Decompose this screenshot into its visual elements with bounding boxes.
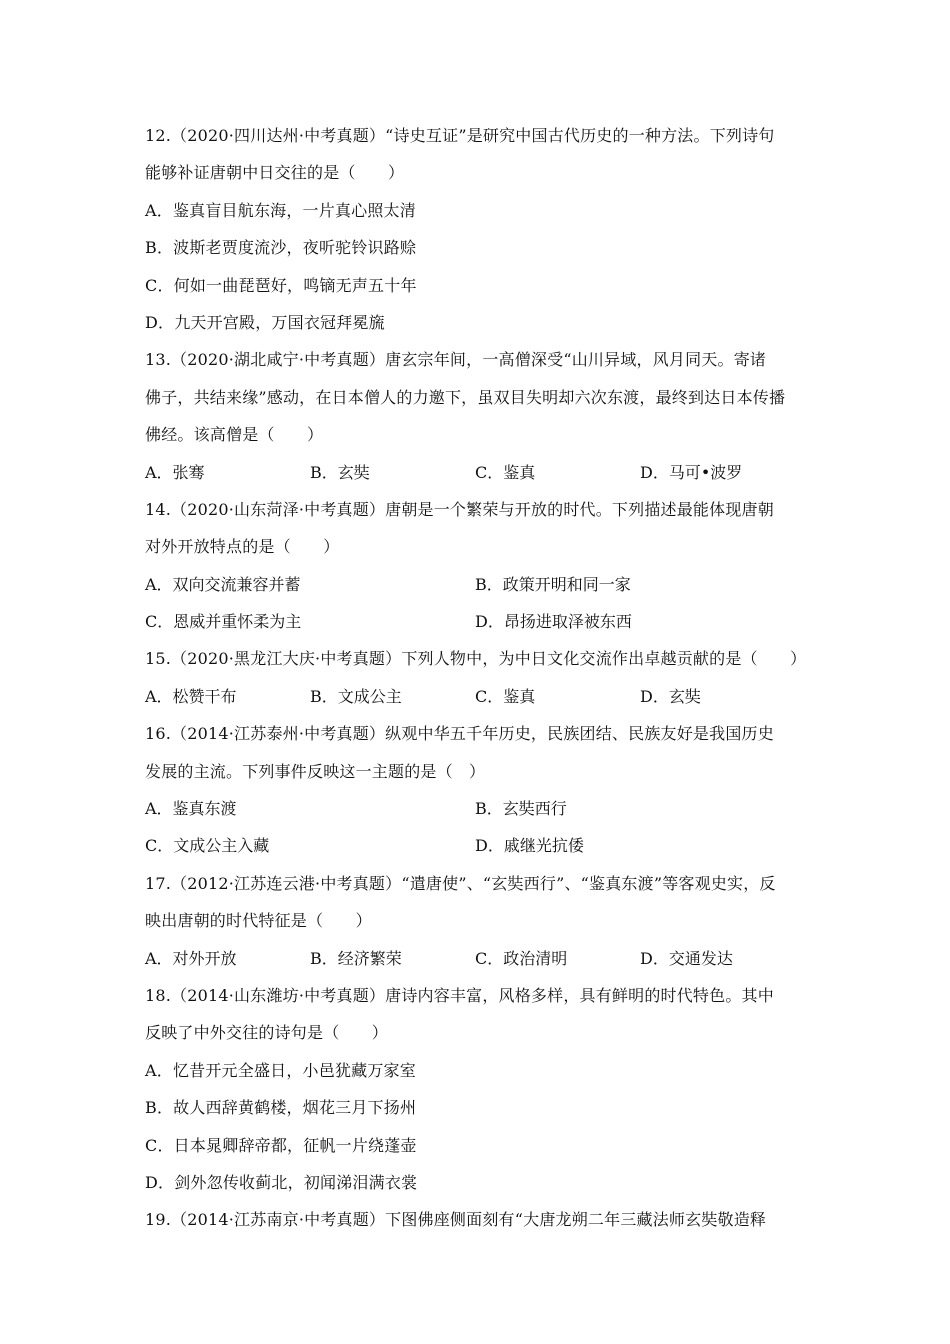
option-a: A．对外开放	[145, 948, 237, 968]
option-a: A．忆昔开元全盛日，小邑犹藏万家室	[145, 1060, 416, 1080]
option-c: C．恩威并重怀柔为主	[145, 612, 302, 632]
option-c: C．政治清明	[475, 948, 568, 968]
options-row	[145, 566, 810, 603]
option-d: D．交通发达	[640, 948, 733, 968]
options-row	[145, 827, 810, 864]
question-stem: 18.（2014·山东潍坊·中考真题）唐诗内容丰富，风格多样，具有鲜明的时代特色。其中	[145, 985, 774, 1005]
option-a: A．鉴真东渡	[145, 799, 237, 819]
option-b: B．文成公主	[310, 686, 402, 706]
option-b: B．故人西辞黄鹤楼，烟花三月下扬州	[145, 1098, 417, 1118]
option-b: B．经济繁荣	[310, 948, 402, 968]
question-stem: 能够补证唐朝中日交往的是（ ）	[145, 163, 405, 183]
options-row	[145, 940, 810, 977]
option-c: C．鉴真	[475, 686, 536, 706]
option-b: B．政策开明和同一家	[475, 574, 631, 594]
question-stem: 对外开放特点的是（ ）	[145, 537, 340, 557]
option-a: A．鉴真盲目航东海，一片真心照太清	[145, 200, 416, 220]
option-d: D．玄奘	[640, 686, 701, 706]
option-c: C．何如一曲琵琶好，鸣镝无声五十年	[145, 275, 417, 295]
option-b: B．波斯老贾度流沙，夜听驼铃识路赊	[145, 238, 417, 258]
question-15	[145, 640, 810, 715]
question-17	[145, 865, 810, 977]
question-stem: 发展的主流。下列事件反映这一主题的是（ ）	[145, 761, 486, 781]
option-c: C．日本晁卿辞帝都，征帆一片绕蓬壶	[145, 1135, 417, 1155]
option-a: A．张骞	[145, 462, 205, 482]
question-18	[145, 977, 810, 1201]
option-c: C．鉴真	[475, 462, 536, 482]
question-stem: 映出唐朝的时代特征是（ ）	[145, 911, 372, 931]
question-stem: 14.（2020·山东菏泽·中考真题）唐朝是一个繁荣与开放的时代。下列描述最能体现唐朝	[145, 499, 774, 519]
options-row	[145, 790, 810, 827]
question-14	[145, 491, 810, 641]
options-row	[145, 454, 810, 491]
option-c: C．文成公主入藏	[145, 836, 270, 856]
question-stem: 15.（2020·黑龙江大庆·中考真题）下列人物中，为中日文化交流作出卓越贡献的是（ ）	[145, 649, 807, 669]
question-stem: 13.（2020·湖北咸宁·中考真题）唐玄宗年间，一高僧深受“山川异域，风月同天。寄诸	[145, 350, 767, 370]
option-b: B．玄奘西行	[475, 799, 567, 819]
option-d: D．剑外忽传收蓟北，初闻涕泪满衣裳	[145, 1172, 418, 1192]
question-stem: 17.（2012·江苏连云港·中考真题）“遣唐使”、“玄奘西行”、“鉴真东渡”等客观史实，反	[145, 873, 776, 893]
options-row	[145, 678, 810, 715]
option-d: D．九天开宫殿，万国衣冠拜冕旒	[145, 312, 385, 332]
options-row	[145, 603, 810, 640]
question-stem: 佛经。该高僧是（ ）	[145, 425, 324, 445]
question-stem: 反映了中外交往的诗句是（ ）	[145, 1023, 389, 1043]
option-d: D．昂扬进取泽被东西	[475, 612, 632, 632]
question-12	[145, 117, 810, 341]
question-stem: 12.（2020·四川达州·中考真题）“诗史互证”是研究中国古代历史的一种方法。下列诗句	[145, 126, 775, 145]
exam-page	[145, 117, 810, 1239]
option-d: D．戚继光抗倭	[475, 836, 584, 856]
question-stem: 佛子，共结来缘”感动，在日本僧人的力邀下，虽双目失明却六次东渡，最终到达日本传播	[145, 387, 786, 407]
option-d: D．马可•波罗	[640, 462, 743, 482]
option-a: A．松赞干布	[145, 686, 237, 706]
question-stem: 16.（2014·江苏泰州·中考真题）纵观中华五千年历史，民族团结、民族友好是我国历史	[145, 724, 774, 744]
option-a: A．双向交流兼容并蓄	[145, 574, 301, 594]
question-stem: 19.（2014·江苏南京·中考真题）下图佛座侧面刻有“大唐龙朔二年三藏法师玄奘敬造释	[145, 1210, 767, 1230]
question-19	[145, 1201, 810, 1238]
question-13	[145, 341, 810, 491]
option-b: B．玄奘	[310, 462, 370, 482]
question-16	[145, 715, 810, 865]
